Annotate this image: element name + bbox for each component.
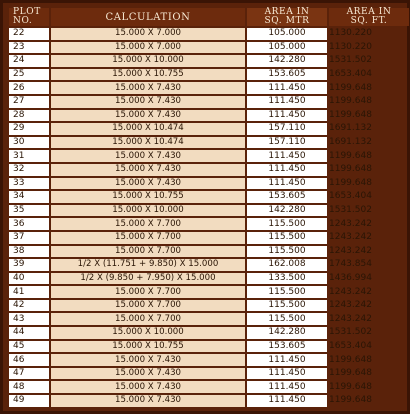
table-row: [9, 381, 409, 393]
plot-number-cell: 44: [9, 327, 49, 339]
calculation-cell: 15.000 X 7.430: [51, 354, 245, 366]
area-sqft-cell: 1743.854: [329, 259, 372, 270]
area-sqm-cell: 142.280: [247, 205, 327, 217]
table-row: [9, 150, 409, 162]
area-sqm-cell: 162.008: [247, 259, 327, 271]
table-row: [9, 259, 409, 271]
area-sqft-cell: 1199.648: [329, 109, 372, 120]
plot-number-cell: 43: [9, 313, 49, 325]
area-sqft-cell: 1199.648: [329, 164, 372, 175]
table-row: [9, 232, 409, 244]
calculation-cell: 15.000 X 10.755: [51, 69, 245, 81]
plot-number-cell: 31: [9, 150, 49, 162]
table-row: [9, 341, 409, 353]
calculation-cell: 1/2 X (11.751 + 9.850) X 15.000: [51, 259, 245, 271]
table-row: [9, 42, 409, 54]
plot-number-cell: 38: [9, 246, 49, 258]
area-sqft-cell: 1199.648: [329, 368, 372, 379]
area-sqft-cell: 1243.242: [329, 218, 372, 229]
area-sqm-cell: 153.605: [247, 341, 327, 353]
header-area-sqm: [247, 8, 327, 26]
area-sqft-cell: 1130.220: [329, 41, 372, 52]
table-row: [9, 205, 409, 217]
area-sqm-cell: 115.500: [247, 313, 327, 325]
table-row: [9, 69, 409, 81]
table-row: [9, 395, 409, 407]
area-sqft-cell: 1436.994: [329, 272, 372, 283]
header-sqft-line1: AREA IN: [346, 7, 392, 17]
area-sqft-cell: 1130.220: [329, 28, 372, 39]
plot-number-cell: 32: [9, 164, 49, 176]
calculation-cell: 15.000 X 7.430: [51, 96, 245, 108]
area-sqm-cell: 115.500: [247, 218, 327, 230]
area-sqm-cell: 105.000: [247, 28, 327, 40]
calculation-cell: 15.000 X 10.000: [51, 327, 245, 339]
area-sqm-cell: 153.605: [247, 191, 327, 203]
area-sqm-cell: 111.450: [247, 354, 327, 366]
plot-number-cell: 48: [9, 381, 49, 393]
plot-number-cell: 28: [9, 110, 49, 122]
table-row: [9, 246, 409, 258]
area-sqm-cell: 111.450: [247, 164, 327, 176]
area-sqft-cell: 1243.242: [329, 232, 372, 243]
calculation-cell: 15.000 X 7.700: [51, 300, 245, 312]
plot-number-cell: 22: [9, 28, 49, 40]
plot-number-cell: 42: [9, 300, 49, 312]
table-row: [9, 191, 409, 203]
plot-number-cell: 36: [9, 218, 49, 230]
header-sqm-line1: AREA IN: [264, 7, 310, 17]
area-sqft-cell: 1653.404: [329, 340, 372, 351]
header-calculation: CALCULATION: [51, 8, 245, 26]
plot-number-cell: 37: [9, 232, 49, 244]
area-sqft-cell: 1199.648: [329, 395, 372, 406]
table-row: [9, 123, 409, 135]
header-sqft-line2: SQ. FT.: [350, 16, 388, 26]
plot-number-cell: 49: [9, 395, 49, 407]
area-sqft-cell: 1199.648: [329, 177, 372, 188]
plot-number-cell: 47: [9, 368, 49, 380]
area-sqm-cell: 111.450: [247, 178, 327, 190]
calculation-cell: 15.000 X 7.700: [51, 313, 245, 325]
table-row: [9, 55, 409, 67]
plot-number-cell: 45: [9, 341, 49, 353]
plot-number-cell: 35: [9, 205, 49, 217]
plot-number-cell: 30: [9, 137, 49, 149]
area-sqm-cell: 115.500: [247, 232, 327, 244]
table-row: [9, 28, 409, 40]
table-row: [9, 82, 409, 94]
area-sqft-cell: 1691.132: [329, 123, 372, 134]
table-body: [9, 28, 409, 407]
header-area-sqft: [329, 8, 409, 26]
calculation-cell: 15.000 X 7.430: [51, 368, 245, 380]
calculation-cell: 15.000 X 10.000: [51, 55, 245, 67]
area-sqft-cell: 1199.648: [329, 354, 372, 365]
calculation-cell: 15.000 X 7.700: [51, 246, 245, 258]
calculation-cell: 15.000 X 7.700: [51, 232, 245, 244]
calculation-cell: 15.000 X 7.000: [51, 28, 245, 40]
area-sqm-cell: 111.450: [247, 381, 327, 393]
table-row: [9, 110, 409, 122]
area-sqft-cell: 1199.648: [329, 150, 372, 161]
area-sqm-cell: 115.500: [247, 286, 327, 298]
area-sqm-cell: 111.450: [247, 150, 327, 162]
table-row: [9, 164, 409, 176]
plot-number-cell: 26: [9, 82, 49, 94]
table-row: [9, 218, 409, 230]
calculation-cell: 15.000 X 7.700: [51, 218, 245, 230]
calculation-cell: 15.000 X 7.000: [51, 42, 245, 54]
area-sqm-cell: 133.500: [247, 273, 327, 285]
plot-number-cell: 34: [9, 191, 49, 203]
plot-number-cell: 24: [9, 55, 49, 67]
area-sqft-cell: 1199.648: [329, 96, 372, 107]
header-row: [9, 8, 409, 26]
area-sqft-cell: 1691.132: [329, 137, 372, 148]
calculation-cell: 15.000 X 10.755: [51, 341, 245, 353]
area-sqm-cell: 111.450: [247, 395, 327, 407]
calculation-cell: 15.000 X 7.430: [51, 164, 245, 176]
area-sqft-cell: 1531.502: [329, 327, 372, 338]
calculation-cell: 15.000 X 7.700: [51, 286, 245, 298]
plot-number-cell: 39: [9, 259, 49, 271]
area-sqm-cell: 115.500: [247, 246, 327, 258]
table-row: [9, 354, 409, 366]
plot-number-cell: 27: [9, 96, 49, 108]
table-row: [9, 178, 409, 190]
calculation-cell: 1/2 X (9.850 + 7.950) X 15.000: [51, 273, 245, 285]
area-sqm-cell: 111.450: [247, 96, 327, 108]
header-plot-line2: NO.: [13, 16, 33, 26]
calculation-cell: 15.000 X 10.474: [51, 123, 245, 135]
table-row: [9, 300, 409, 312]
area-sqm-cell: 111.450: [247, 82, 327, 94]
table-row: [9, 313, 409, 325]
plot-number-cell: 41: [9, 286, 49, 298]
plot-number-cell: 29: [9, 123, 49, 135]
table-row: [9, 327, 409, 339]
area-sqft-cell: 1653.404: [329, 191, 372, 202]
table-row: [9, 286, 409, 298]
area-sqft-cell: 1199.648: [329, 381, 372, 392]
calculation-cell: 15.000 X 7.430: [51, 82, 245, 94]
area-sqft-cell: 1653.404: [329, 69, 372, 80]
calculation-cell: 15.000 X 7.430: [51, 381, 245, 393]
plot-number-cell: 40: [9, 273, 49, 285]
area-sqft-cell: 1531.502: [329, 205, 372, 216]
calculation-cell: 15.000 X 10.755: [51, 191, 245, 203]
area-sqm-cell: 157.110: [247, 123, 327, 135]
area-sqm-cell: 105.000: [247, 42, 327, 54]
area-sqm-cell: 115.500: [247, 300, 327, 312]
plot-number-cell: 33: [9, 178, 49, 190]
calculation-cell: 15.000 X 10.000: [51, 205, 245, 217]
header-plot-no: [9, 8, 49, 26]
area-sqft-cell: 1199.648: [329, 82, 372, 93]
plot-number-cell: 25: [9, 69, 49, 81]
calculation-cell: 15.000 X 7.430: [51, 178, 245, 190]
area-sqft-cell: 1243.242: [329, 300, 372, 311]
calculation-cell: 15.000 X 7.430: [51, 395, 245, 407]
area-sqft-cell: 1531.502: [329, 55, 372, 66]
header-plot-line1: PLOT: [13, 7, 41, 17]
area-sqm-cell: 111.450: [247, 110, 327, 122]
table-row: [9, 273, 409, 285]
calculation-cell: 15.000 X 10.474: [51, 137, 245, 149]
calculation-cell: 15.000 X 7.430: [51, 110, 245, 122]
area-sqm-cell: 111.450: [247, 368, 327, 380]
area-sqft-cell: 1243.242: [329, 286, 372, 297]
area-sqm-cell: 142.280: [247, 327, 327, 339]
table-row: [9, 96, 409, 108]
area-sqft-cell: 1243.242: [329, 245, 372, 256]
header-sqm-line2: SQ. MTR: [264, 16, 310, 26]
area-sqm-cell: 153.605: [247, 69, 327, 81]
table-row: [9, 137, 409, 149]
area-sqm-cell: 142.280: [247, 55, 327, 67]
plot-number-cell: 46: [9, 354, 49, 366]
area-sqm-cell: 157.110: [247, 137, 327, 149]
table-row: [9, 368, 409, 380]
calculation-cell: 15.000 X 7.430: [51, 150, 245, 162]
area-sqft-cell: 1243.242: [329, 313, 372, 324]
plot-area-table: [7, 6, 410, 409]
plot-number-cell: 23: [9, 42, 49, 54]
